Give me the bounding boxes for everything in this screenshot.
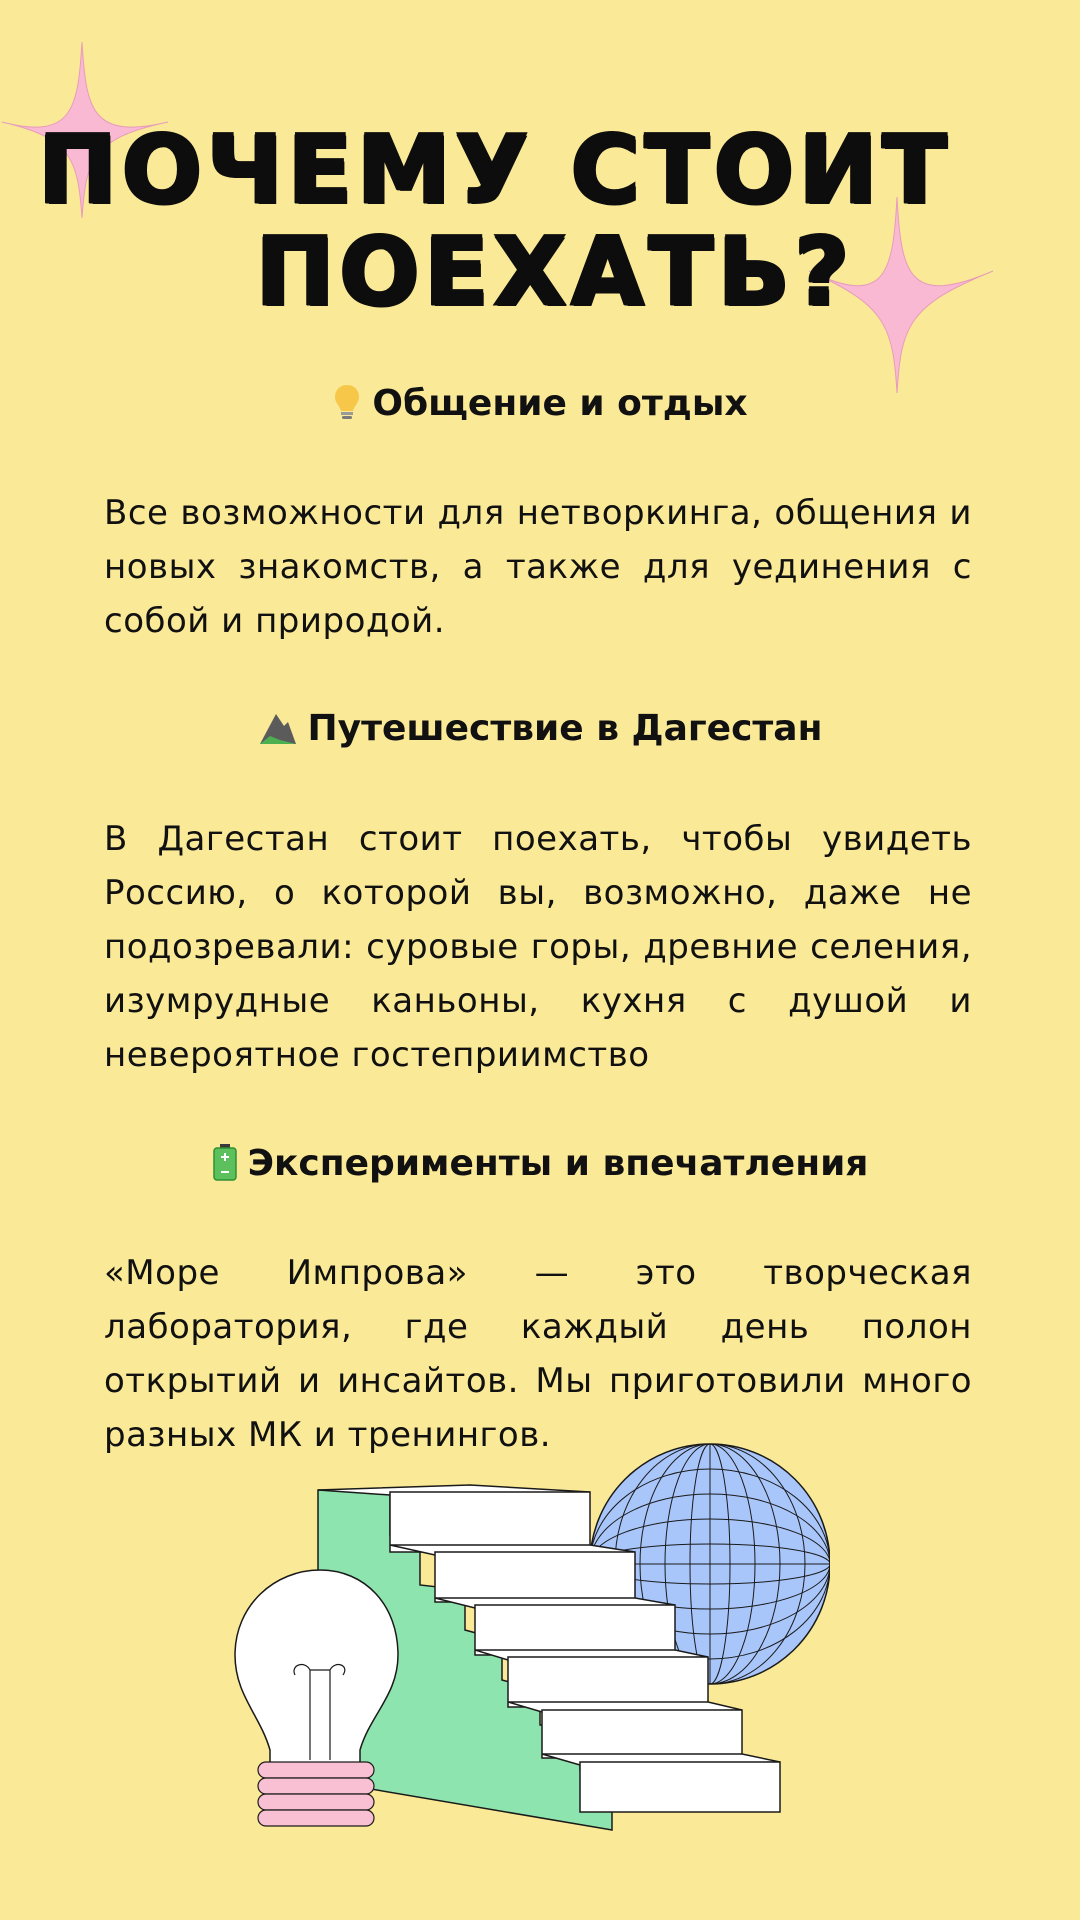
section-paragraph-dagestan: В Дагестан стоит поехать, чтобы увидеть Россию, о которой вы, возможно, даже не подозревали: суровые горы, древние селения, изумрудные каньоны, кухня с душой и невероятное гостеприимство: [104, 819, 972, 1075]
lightbulb-icon: [332, 383, 362, 432]
stairs-illustration: [230, 1440, 830, 1844]
section-paragraph-communication: Все возможности для нетворкинга, общения и новых знакомств, а также для уединения с собой и природой.: [104, 493, 972, 641]
title-line-1: ПОЧЕМУ СТОИТ: [38, 116, 952, 225]
title-line-2: ПОЕХАТЬ?: [255, 218, 855, 327]
section-heading-text: Путешествие в Дагестан: [307, 708, 823, 749]
section-heading-dagestan: [0, 707, 1080, 757]
section-heading-experiments: [0, 1142, 1080, 1192]
mountain-icon: [258, 710, 298, 757]
section-heading-text: Общение и отдых: [372, 383, 748, 424]
page-title: [0, 116, 1080, 327]
section-paragraph-experiments: «Море Импрова» — это творческая лаборатория, где каждый день полон открытий и инсайтов. Мы приготовили много разных МК и тренингов.: [104, 1253, 972, 1455]
battery-icon: [212, 1143, 238, 1192]
section-heading-text: Эксперименты и впечатления: [247, 1143, 869, 1184]
lightbulb-illustration-icon: [235, 1570, 398, 1826]
section-heading-communication: [0, 382, 1080, 432]
